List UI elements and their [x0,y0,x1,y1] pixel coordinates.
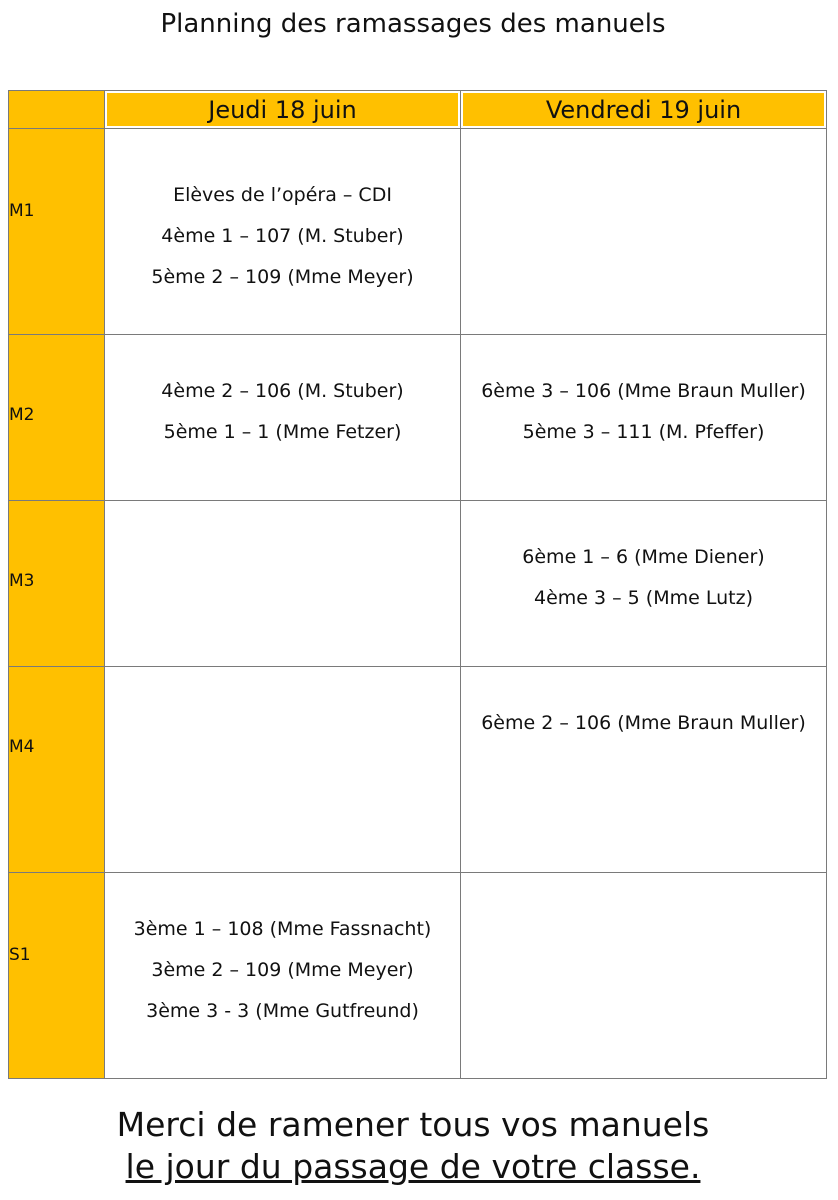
slot-label-m3: M3 [9,501,105,667]
class-entry: 3ème 1 – 108 (Mme Fassnacht) [133,918,432,940]
slot-row-s1 [9,873,827,1079]
class-entry: 6ème 2 – 106 (Mme Braun Muller) [481,712,806,734]
cell-m1-friday [461,129,827,335]
footer-line-2: le jour du passage de votre classe. [125,1147,701,1186]
class-entry: 4ème 3 – 5 (Mme Lutz) [534,587,753,609]
class-entry: 4ème 1 – 107 (M. Stuber) [161,225,404,247]
cell-m3-friday [461,501,827,667]
class-entry: Elèves de l’opéra – CDI [173,184,392,206]
class-entry: 5ème 1 – 1 (Mme Fetzer) [163,421,402,443]
slot-row-m1 [9,129,827,335]
class-entry: 5ème 3 – 111 (M. Pfeffer) [522,421,765,443]
pickup-schedule-table [8,90,827,1079]
cell-m4-friday [461,667,827,873]
footer-line-1: Merci de ramener tous vos manuels [116,1105,710,1144]
class-entry: 4ème 2 – 106 (M. Stuber) [161,380,404,402]
slot-row-m2 [9,335,827,501]
cell-s1-friday [461,873,827,1079]
footer-notice [0,1104,826,1188]
class-entry: 6ème 1 – 6 (Mme Diener) [522,546,765,568]
class-entry: 5ème 2 – 109 (Mme Meyer) [151,266,414,288]
cell-m2-friday [461,335,827,501]
slot-label-m2: M2 [9,335,105,501]
slot-row-m3 [9,501,827,667]
class-entry: 3ème 3 - 3 (Mme Gutfreund) [146,1000,419,1022]
cell-s1-thursday [105,873,461,1079]
slot-row-m4 [9,667,827,873]
class-entry: 6ème 3 – 106 (Mme Braun Muller) [481,380,806,402]
day-header-friday: Vendredi 19 juin [461,91,827,129]
header-corner-cell [9,91,105,129]
class-entry: 3ème 2 – 109 (Mme Meyer) [151,959,414,981]
cell-m2-thursday [105,335,461,501]
day-header-thursday: Jeudi 18 juin [105,91,461,129]
slot-label-s1: S1 [9,873,105,1079]
cell-m4-thursday [105,667,461,873]
cell-m3-thursday [105,501,461,667]
header-row [9,91,827,129]
cell-m1-thursday [105,129,461,335]
page-title: Planning des ramassages des manuels [160,9,666,39]
slot-label-m1: M1 [9,129,105,335]
slot-label-m4: M4 [9,667,105,873]
